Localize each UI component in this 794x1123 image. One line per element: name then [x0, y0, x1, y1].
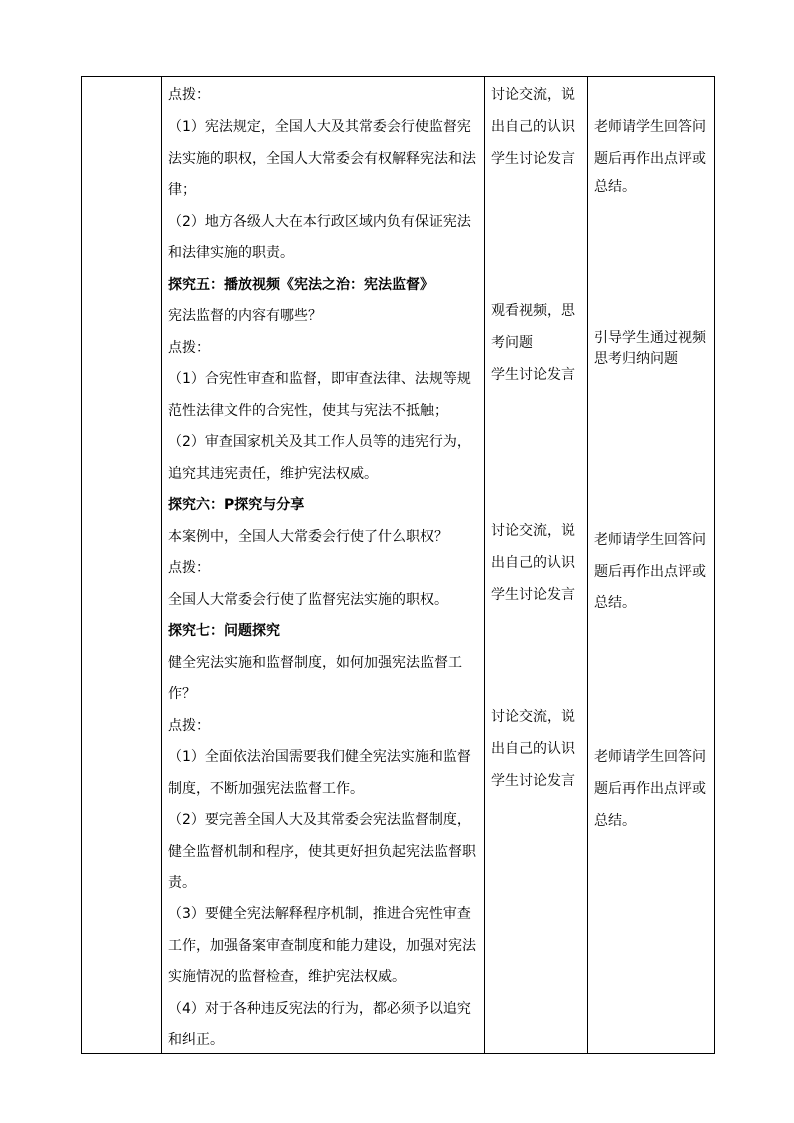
- teacher-line: 思考归纳问题: [594, 351, 678, 367]
- content-line: （2）要完善全国人大及其常委会宪法监督制度，: [168, 812, 471, 828]
- student-line: 考问题: [491, 335, 533, 351]
- student-line: 出自己的认识: [491, 119, 575, 135]
- stage-column-cell: [82, 77, 162, 1054]
- content-line: 点拨：: [168, 718, 210, 734]
- content-line: 点拨：: [168, 87, 210, 103]
- content-line: （1）合宪性审查和监督，即审查法律、法规等规: [168, 371, 471, 387]
- content-line: （3）要健全宪法解释程序机制，推进合宪性审查: [168, 906, 471, 922]
- lesson-table: [81, 76, 715, 1054]
- content-line: 和法律实施的职责。: [168, 245, 294, 261]
- teacher-line: 老师请学生回答问: [594, 749, 706, 765]
- teacher-line: 老师请学生回答问: [594, 119, 706, 135]
- student-line: 讨论交流，说: [491, 709, 575, 725]
- teacher-line: 引导学生通过视频: [594, 330, 706, 346]
- content-line: 和纠正。: [168, 1032, 224, 1048]
- student-line: 学生讨论发言: [491, 151, 575, 167]
- content-line: 实施情况的监督检查，维护宪法权威。: [168, 969, 406, 985]
- content-line: 工作，加强备案审查制度和能力建设，加强对宪法: [168, 938, 476, 954]
- teacher-line: 总结。: [594, 595, 636, 611]
- teacher-activity-cell: [588, 77, 715, 1054]
- content-line: 健全宪法实施和监督制度，如何加强宪法监督工: [168, 655, 462, 671]
- content-line: （1）全面依法治国需要我们健全宪法实施和监督: [168, 749, 471, 765]
- content-line: 律；: [168, 182, 196, 198]
- content-line: 法实施的职权，全国人大常委会有权解释宪法和法: [168, 151, 476, 167]
- content-line: 点拨：: [168, 340, 210, 356]
- content-line: 责。: [168, 875, 196, 891]
- section-heading: 探究六：P探究与分享: [168, 497, 305, 513]
- student-line: 观看视频，思: [491, 303, 575, 319]
- student-line: 学生讨论发言: [491, 773, 575, 789]
- content-line: 追究其违宪责任，维护宪法权威。: [168, 466, 378, 482]
- content-line: 点拨：: [168, 560, 210, 576]
- student-line: 出自己的认识: [491, 555, 575, 571]
- content-line: （2）地方各级人大在本行政区域内负有保证宪法: [168, 214, 471, 230]
- student-line: 讨论交流，说: [491, 523, 575, 539]
- content-column-cell: [162, 77, 485, 1054]
- student-line: 学生讨论发言: [491, 587, 575, 603]
- section-heading: 探究五：播放视频《宪法之治：宪法监督》: [168, 277, 434, 293]
- content-line: 作？: [168, 686, 196, 702]
- content-line: 全国人大常委会行使了监督宪法实施的职权。: [168, 592, 448, 608]
- student-line: 学生讨论发言: [491, 367, 575, 383]
- student-line: 讨论交流，说: [491, 87, 575, 103]
- student-activity-cell: [485, 77, 588, 1054]
- content-line: （1）宪法规定，全国人大及其常委会行使监督宪: [168, 119, 471, 135]
- teacher-line: 总结。: [594, 813, 636, 829]
- teacher-line: 题后再作出点评或: [594, 781, 706, 797]
- table-row: [82, 77, 715, 1054]
- content-line: 范性法律文件的合宪性，使其与宪法不抵触；: [168, 403, 448, 419]
- section-heading: 探究七：问题探究: [168, 623, 280, 639]
- content-line: 本案例中，全国人大常委会行使了什么职权？: [168, 529, 448, 545]
- content-line: （4）对于各种违反宪法的行为，都必须予以追究: [168, 1001, 471, 1017]
- teacher-line: 总结。: [594, 179, 636, 195]
- teacher-line: 题后再作出点评或: [594, 564, 706, 580]
- content-line: 制度，不断加强宪法监督工作。: [168, 781, 364, 797]
- content-line: （2）审查国家机关及其工作人员等的违宪行为，: [168, 434, 471, 450]
- content-line: 健全监督机制和程序，使其更好担负起宪法监督职: [168, 844, 476, 860]
- teacher-line: 题后再作出点评或: [594, 151, 706, 167]
- content-line: 宪法监督的内容有哪些？: [168, 308, 322, 324]
- teacher-line: 老师请学生回答问: [594, 532, 706, 548]
- student-line: 出自己的认识: [491, 741, 575, 757]
